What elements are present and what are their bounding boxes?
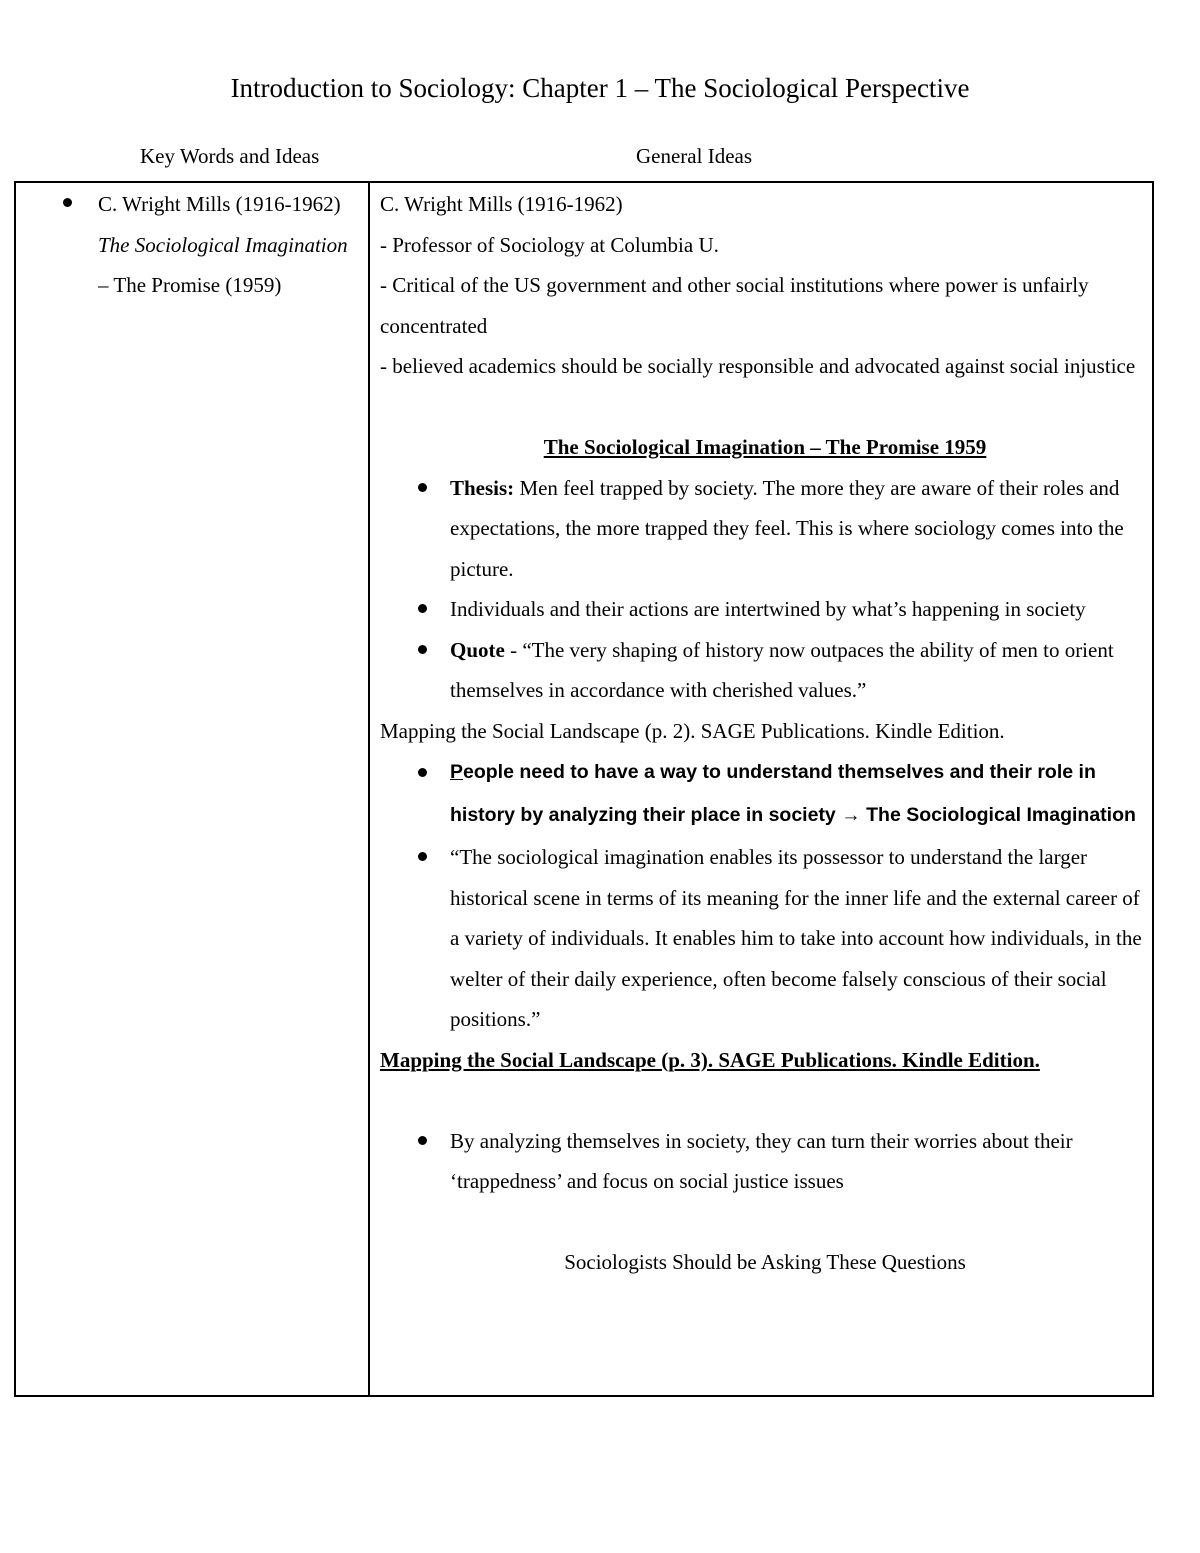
spacer <box>380 387 1150 428</box>
column-header-general-ideas: General Ideas <box>636 144 753 168</box>
list-item-quote <box>380 630 1150 711</box>
bullet-icon <box>418 852 427 861</box>
list-item-people-need <box>380 751 1150 837</box>
bullet-icon <box>418 604 427 613</box>
list-item-individuals <box>380 589 1150 630</box>
citation-page-2: Mapping the Social Landscape (p. 2). SAGE Publications. Kindle Edition. <box>380 718 1005 743</box>
imagination-quote-text: “The sociological imagination enables its possessor to understand the larger historical scene in terms of its meaning for the inner life and the external career of a variety of individuals. It enables him to take into account how individuals, in the welter of their daily experience, often become falsely conscious of their social positions.” <box>450 845 1142 1031</box>
quote-text: - “The very shaping of history now outpaces the ability of men to orient themselves in accordance with cherished values.” <box>450 637 1114 702</box>
bullet-icon <box>418 1136 427 1145</box>
bullet-icon <box>418 768 427 777</box>
key-word-text-end: – The Promise (1959) <box>98 273 282 297</box>
column-header-key-words: Key Words and Ideas <box>140 144 320 168</box>
arrow-right-icon: → <box>841 804 861 826</box>
individuals-text: Individuals and their actions are intertwined by what’s happening in society <box>450 597 1086 621</box>
imagination-bullet-list <box>380 751 1150 1040</box>
key-word-book-title: The Sociological Imagination <box>98 232 348 257</box>
author-name: C. Wright Mills (1916-1962) <box>380 192 623 216</box>
section-heading: The Sociological Imagination – The Promise 1959 <box>543 435 987 459</box>
key-words-cell <box>16 183 368 306</box>
document-title: Introduction to Sociology: Chapter 1 – The Sociological Perspective <box>230 73 970 103</box>
bullet-icon <box>418 645 427 654</box>
list-item-thesis <box>380 468 1150 590</box>
analyzing-text: By analyzing themselves in society, they can turn their worries about their ‘trappedness’ and focus on social justice issues <box>450 1128 1073 1193</box>
thesis-bullet-list <box>380 468 1150 711</box>
general-ideas-cell <box>380 184 1150 1283</box>
thesis-text: Men feel trapped by society. The more they are aware of their roles and expectations, the more trapped they feel. This is where sociology comes into the picture. <box>450 475 1124 581</box>
intro-line-professor: - Professor of Sociology at Columbia U. <box>380 232 719 257</box>
list-item-imagination-quote <box>380 837 1150 1040</box>
list-item-analyzing <box>380 1121 1150 1202</box>
quote-label: Quote <box>450 637 505 662</box>
people-need-text: eople need to have a way to understand themselves and their role in history by analyzing their place in society <box>450 761 1096 826</box>
analysis-bullet-list <box>380 1121 1150 1202</box>
people-need-text-end: The Sociological Imagination <box>860 804 1136 826</box>
questions-heading: Sociologists Should be Asking These Questions <box>564 1250 966 1274</box>
thesis-label: Thesis: <box>450 475 515 500</box>
spacer <box>380 1080 1150 1121</box>
column-divider <box>368 183 370 1395</box>
notes-table <box>14 181 1154 1397</box>
people-need-first-letter: P <box>450 761 464 783</box>
key-word-text: C. Wright Mills (1916-1962) <box>98 192 341 216</box>
bullet-icon <box>418 483 427 492</box>
intro-line-critical: - Critical of the US government and other social institutions where power is unfairly concentrated <box>380 273 1089 338</box>
bullet-icon <box>63 198 72 207</box>
intro-line-academics: - believed academics should be socially responsible and advocated against social injustice <box>380 354 1136 378</box>
spacer <box>380 1202 1150 1243</box>
citation-page-3: Mapping the Social Landscape (p. 3). SAGE Publications. Kindle Edition. <box>380 1047 1040 1072</box>
key-word-item <box>16 184 368 306</box>
